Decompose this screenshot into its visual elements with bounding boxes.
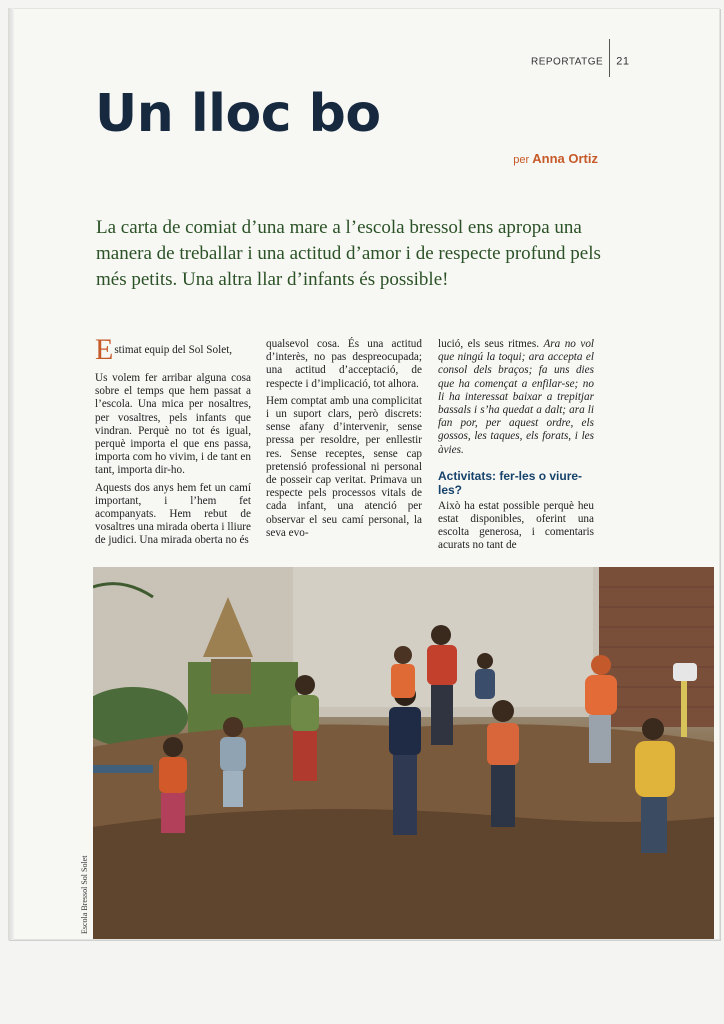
page-binding-edge [8, 8, 14, 940]
paragraph: Hem comptat amb una complicitat i un suport clars, però discrets: sense afany d’intervenir, sense pressa per resoldre, per enllestir res. Sense receptes, sense cap pretensió professional ni personal de posseir cap veritat. Primava un respecte pels processos vitals de cada infant, una atenció per observar el seu camí personal, la seva evo- [266, 394, 422, 539]
salutation-text: stimat equip del Sol Solet, [114, 344, 233, 356]
paragraph [438, 338, 594, 457]
article-lead: La carta de comiat d’una mare a l’escola bressol ens apropa una manera de treballar i una actitud d’amor i de respecte profund pels més petits. Una altra llar d’infants és possible! [96, 217, 601, 290]
text-column-2 [266, 338, 422, 544]
playground-photo [93, 567, 714, 939]
text-column-3 [438, 338, 594, 557]
byline-prefix: per [513, 154, 530, 166]
author-name: Anna Ortiz [532, 151, 598, 166]
paragraph: qualsevol cosa. És una actitud d’interès, no pas despreocupada; una actitud d’acceptació, de respecte i d’implicació, tot alhora. [266, 338, 422, 390]
byline [513, 151, 598, 166]
photo-illustration [93, 567, 714, 939]
salutation [95, 333, 251, 366]
page-header [531, 43, 629, 81]
photo-credit: Escola Bressol Sol Solet [80, 855, 89, 934]
drop-cap: E [95, 333, 114, 366]
paragraph: Això ha estat possible perquè heu estat disponibles, oferint una escolta generosa, i comentaris acurats no tant de [438, 499, 594, 552]
article-title: Un lloc bo [95, 84, 381, 144]
section-label: REPORTATGE [531, 56, 604, 68]
paragraph-text: lució, els seus ritmes. [438, 338, 539, 350]
italic-quote: Ara no vol que ningú la toqui; ara accepta el consol dels braços; fa uns dies que ha començat a enfilar-se; no li ha interessat baixar a trepitjar bassals i s’ha quedat a dalt; ara li fan por, per aquest ordre, els gossos, les taques, els forats, i les àvies. [438, 338, 595, 456]
header-divider [609, 39, 610, 77]
subheading: Activitats: fer-les o viure-les? [438, 468, 583, 497]
paragraph: Us volem fer arribar alguna cosa sobre el temps que hem passat a l’escola. Una mica per nosaltres, per vosaltres, pels infants que vindran. Perquè no tot és igual, perquè importa el que ens passa, importa com ho vivim, i de tant en tant, importa dir-ho. [95, 372, 251, 477]
bench [93, 765, 153, 773]
text-column-1 [95, 333, 251, 552]
paragraph: Aquests dos anys hem fet un camí important, i l’hem fet acompanyats. Hem rebut de vosaltres una mirada oberta i lliure de judici. Una mirada oberta no és [95, 481, 251, 547]
page-number: 21 [616, 55, 630, 68]
